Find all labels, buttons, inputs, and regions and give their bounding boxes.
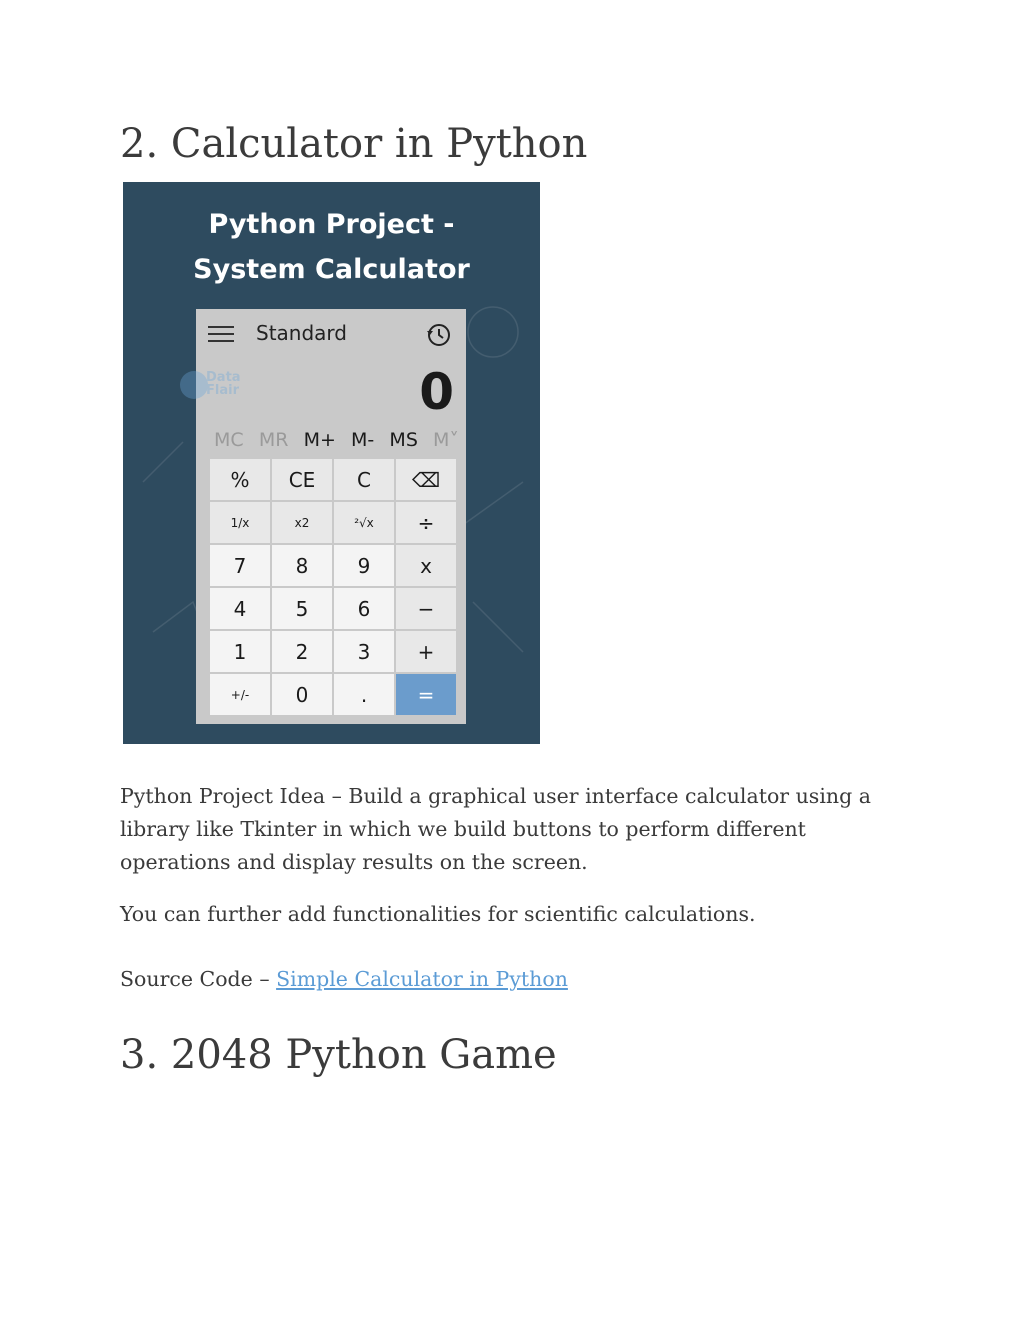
memory-button-m[interactable]: M- [351, 429, 375, 451]
key-17[interactable]: 2 [272, 631, 332, 672]
memory-button-mc[interactable]: MC [214, 429, 244, 451]
calculator-mode-label: Standard [256, 321, 347, 345]
key-5[interactable]: x2 [272, 502, 332, 543]
key-1[interactable]: CE [272, 459, 332, 500]
key-12[interactable]: 4 [210, 588, 270, 629]
key-15[interactable]: − [396, 588, 456, 629]
section-heading-calculator: 2. Calculator in Python [120, 121, 588, 167]
banner-title-line1: Python Project - [208, 209, 455, 240]
key-4[interactable]: 1/x [210, 502, 270, 543]
further-paragraph: You can further add functionalities for scientific calculations. [120, 902, 756, 926]
key-10[interactable]: 9 [334, 545, 394, 586]
key-21[interactable]: 0 [272, 674, 332, 715]
key-3[interactable]: ⌫ [396, 459, 456, 500]
section-heading-2048: 3. 2048 Python Game [120, 1032, 557, 1078]
banner-title [123, 202, 540, 292]
history-icon[interactable] [426, 322, 452, 348]
memory-button-ms[interactable]: MS [389, 429, 418, 451]
key-8[interactable]: 7 [210, 545, 270, 586]
memory-button-m[interactable]: M˅ [433, 429, 459, 451]
key-11[interactable]: x [396, 545, 456, 586]
key-22[interactable]: . [334, 674, 394, 715]
key-13[interactable]: 5 [272, 588, 332, 629]
key-0[interactable]: % [210, 459, 270, 500]
key-19[interactable]: + [396, 631, 456, 672]
memory-button-m[interactable]: M+ [303, 429, 336, 451]
watermark-text: Data Flair [206, 370, 241, 398]
key-23[interactable]: = [396, 674, 456, 715]
source-code-line [120, 963, 910, 996]
key-16[interactable]: 1 [210, 631, 270, 672]
source-code-link[interactable]: Simple Calculator in Python [276, 967, 568, 991]
calculator-keypad [210, 459, 455, 715]
calculator-display: 0 [419, 363, 454, 421]
project-banner-image [123, 182, 540, 744]
key-18[interactable]: 3 [334, 631, 394, 672]
key-7[interactable]: ÷ [396, 502, 456, 543]
key-14[interactable]: 6 [334, 588, 394, 629]
memory-row [214, 429, 459, 453]
source-code-prefix: Source Code – [120, 967, 277, 991]
memory-button-mr[interactable]: MR [258, 429, 289, 451]
key-9[interactable]: 8 [272, 545, 332, 586]
banner-title-line2: System Calculator [193, 254, 470, 285]
project-idea-paragraph: Python Project Idea – Build a graphical user interface calculator using a library like Tkinter in which we build buttons to perform different operations and display results on the screen. [120, 784, 871, 874]
dataflair-watermark [180, 371, 260, 401]
calculator-window [196, 309, 466, 724]
key-6[interactable]: ²√x [334, 502, 394, 543]
key-20[interactable]: +/- [210, 674, 270, 715]
key-2[interactable]: C [334, 459, 394, 500]
hamburger-icon[interactable] [208, 326, 234, 342]
